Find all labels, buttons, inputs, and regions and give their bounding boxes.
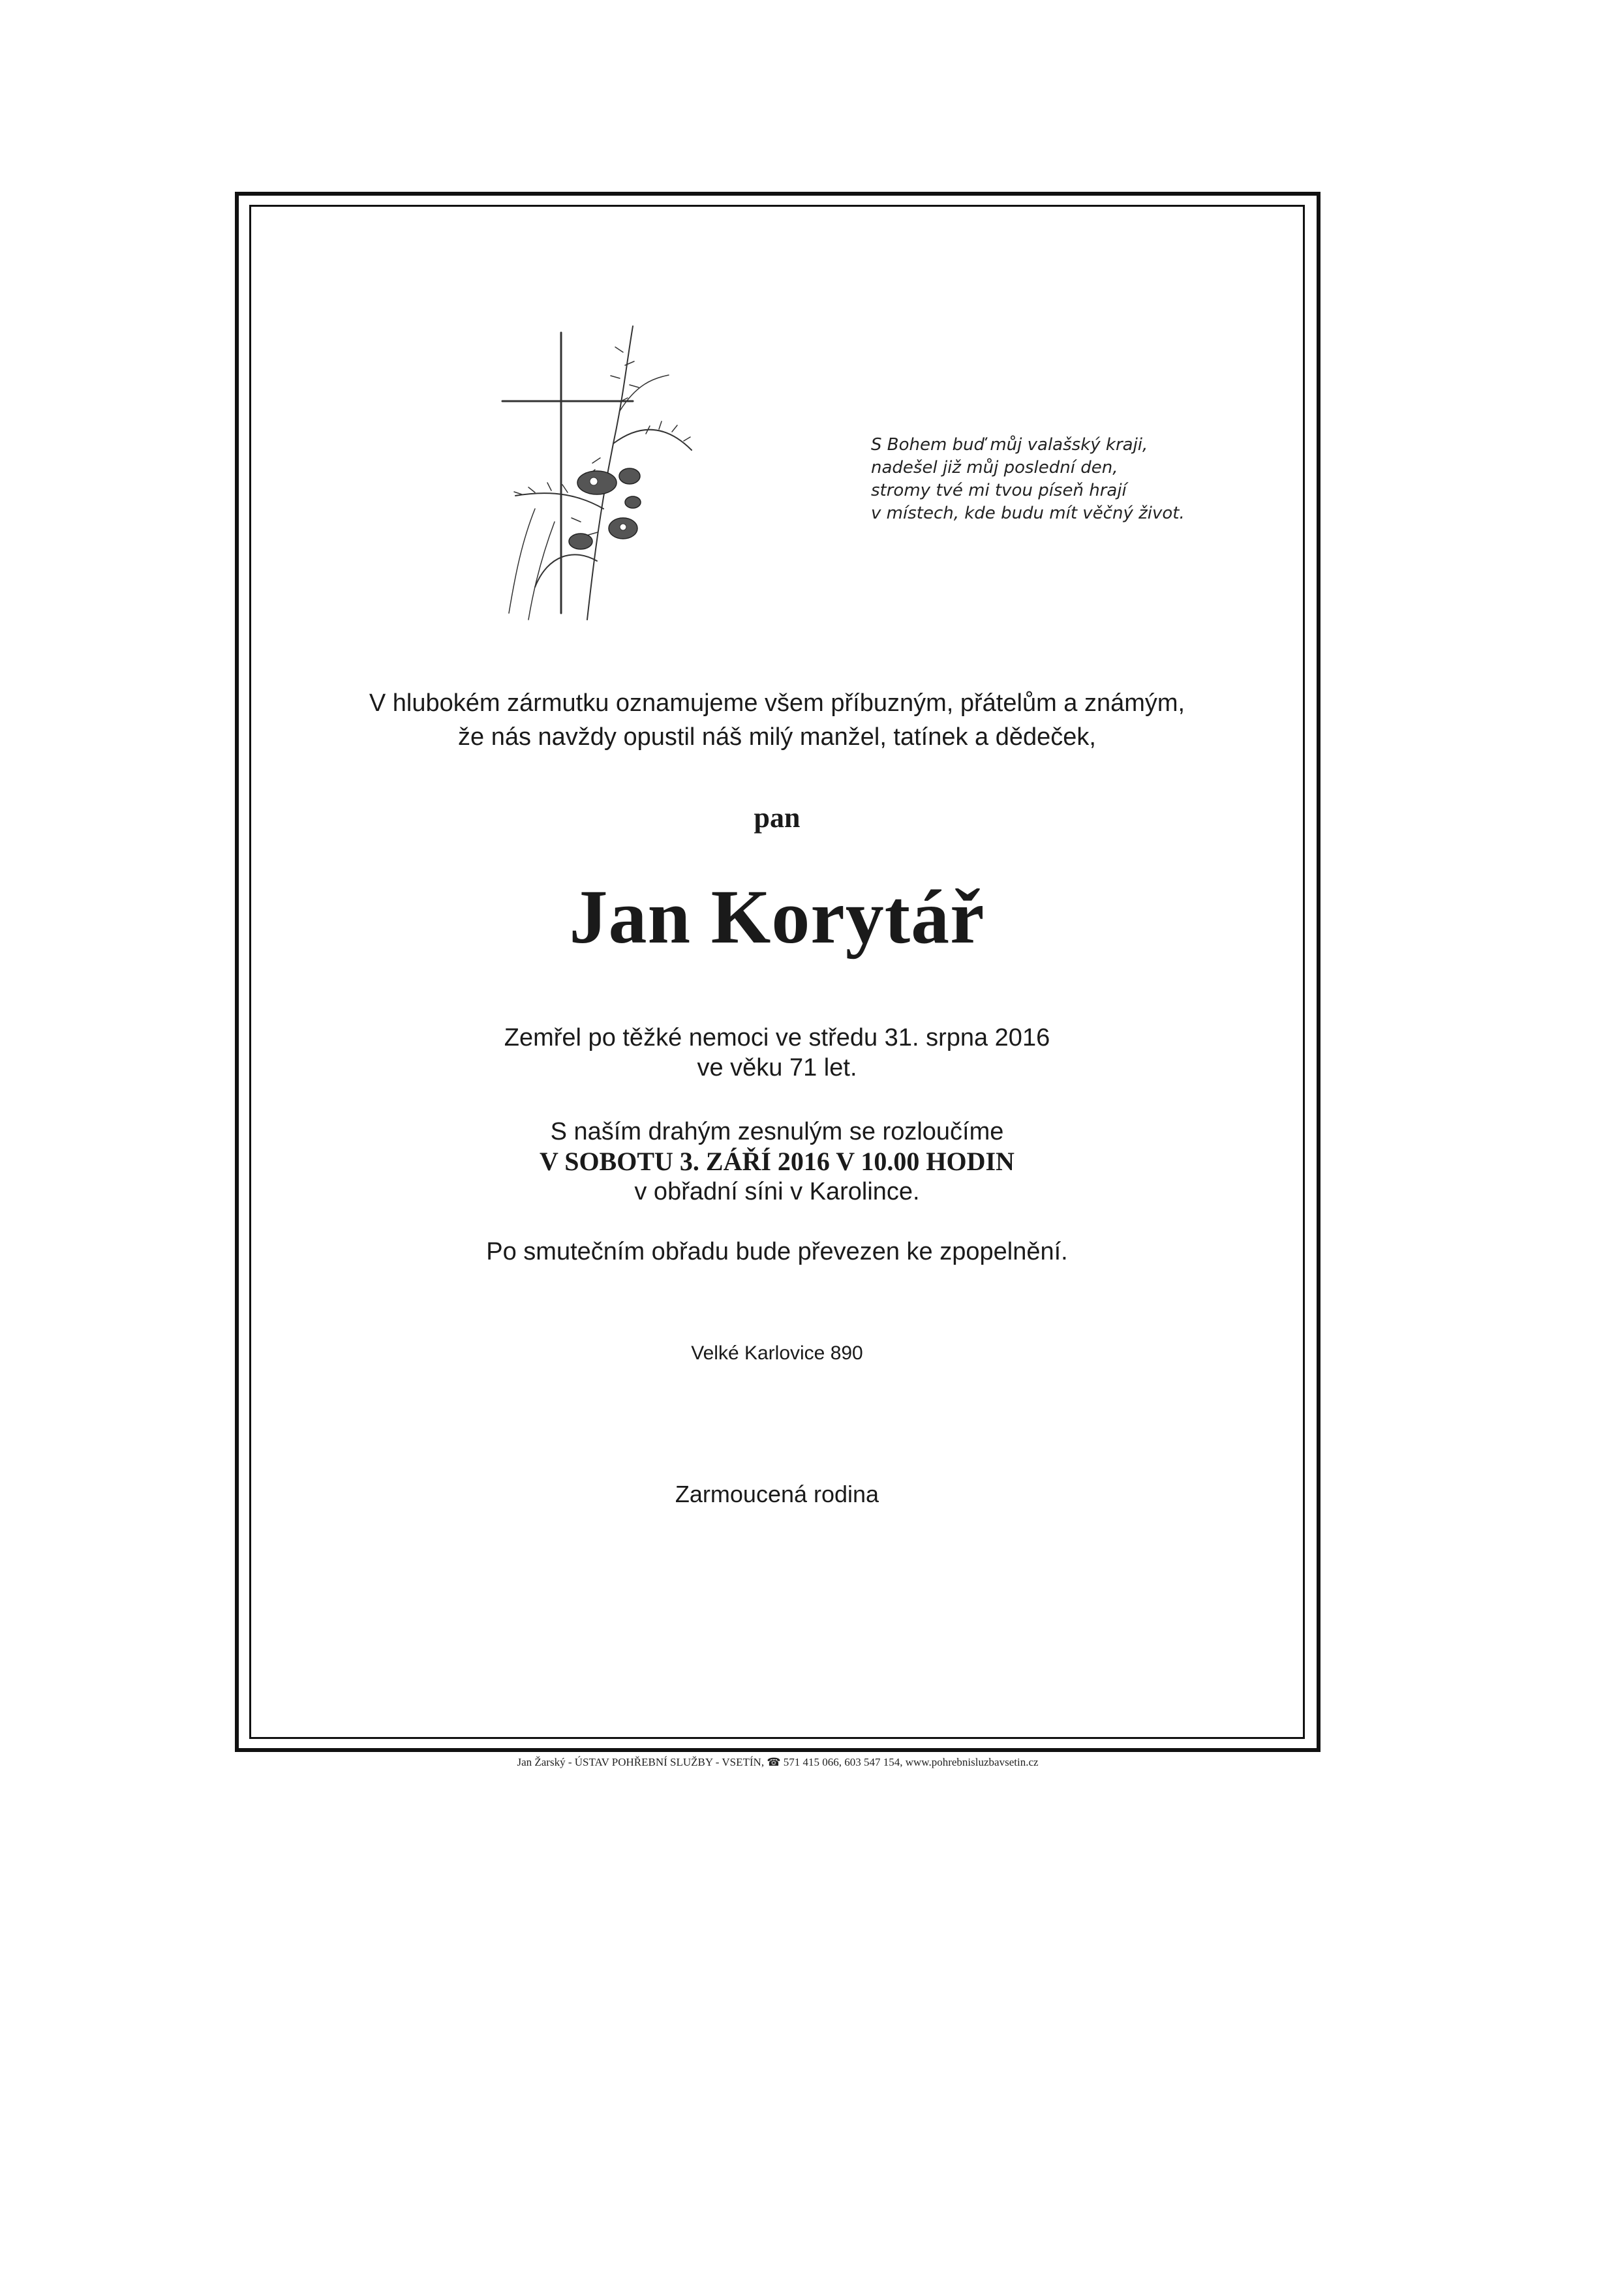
intro-text bbox=[249, 686, 1305, 754]
poem-line: nadešel již můj poslední den, bbox=[871, 458, 1118, 477]
deceased-name: Jan Korytář bbox=[569, 874, 985, 959]
death-line: Zemřel po těžké nemoci ve středu 31. srpna 2016 bbox=[504, 1024, 1050, 1051]
family-signature: Zarmoucená rodina bbox=[675, 1481, 879, 1507]
poem-line: S Bohem buď můj valašský kraji, bbox=[871, 435, 1148, 455]
farewell-text bbox=[249, 1117, 1305, 1207]
death-text bbox=[249, 1023, 1305, 1083]
farewell-date: V SOBOTU 3. ZÁŘÍ 2016 V 10.00 HODIN bbox=[540, 1147, 1015, 1176]
funeral-service-footer: Jan Žarský - ÚSTAV POHŘEBNÍ SLUŽBY - VSETÍN, ☎ 571 415 066, 603 547 154, www.pohrebnisluzbavsetin.cz bbox=[517, 1756, 1039, 1768]
death-line: ve věku 71 let. bbox=[697, 1054, 857, 1081]
poem bbox=[871, 434, 1236, 525]
farewell-line: S naším drahým zesnulým se rozloučíme bbox=[550, 1118, 1004, 1145]
address: Velké Karlovice 890 bbox=[691, 1342, 863, 1364]
cremation-text: Po smutečním obřadu bude převezen ke zpopelnění. bbox=[486, 1238, 1068, 1265]
poem-line: stromy tvé mi tvou píseň hrají bbox=[871, 481, 1127, 500]
honorific: pan bbox=[754, 802, 801, 834]
intro-line: V hlubokém zármutku oznamujeme všem příbuzným, přátelům a známým, bbox=[369, 689, 1185, 717]
cross-and-flowers-icon bbox=[489, 313, 711, 626]
farewell-place: v obřadní síni v Karolince. bbox=[634, 1178, 920, 1205]
intro-line: že nás navždy opustil náš milý manžel, tatínek a dědeček, bbox=[458, 723, 1096, 751]
poem-line: v místech, kde budu mít věčný život. bbox=[871, 504, 1185, 523]
